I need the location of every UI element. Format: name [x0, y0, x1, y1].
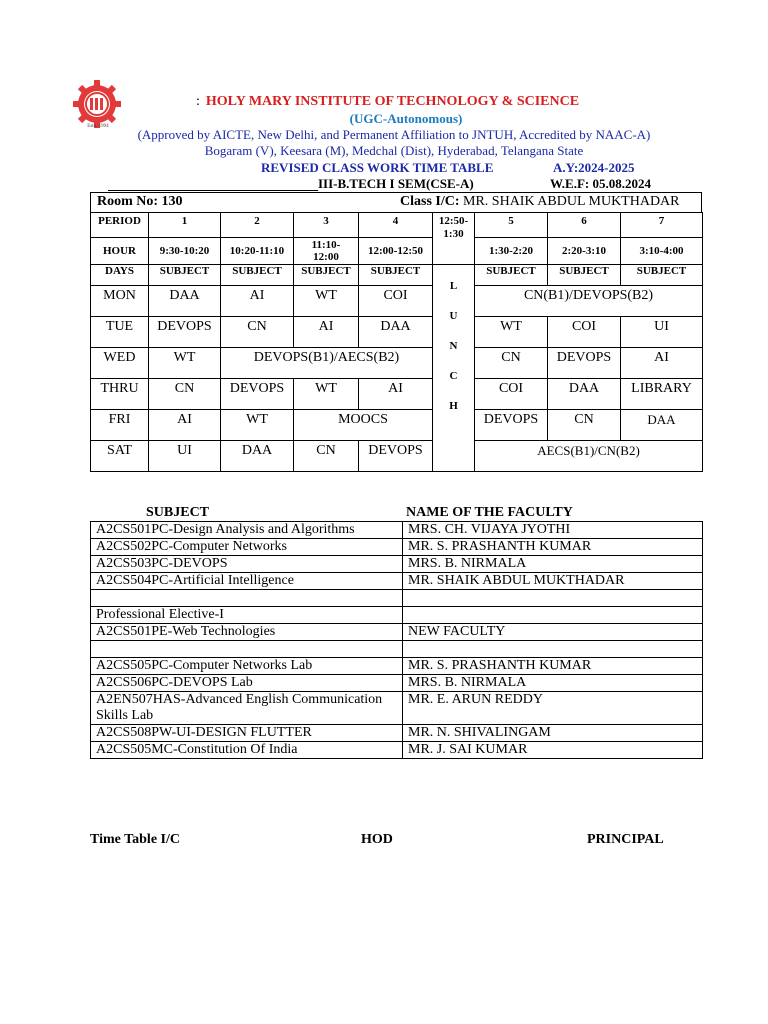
timetable-incharge-signature: Time Table I/C [90, 832, 180, 847]
faculty-subject-cell: A2CS505PC-Computer Networks Lab [91, 658, 403, 675]
subject-cell: DAA [149, 286, 221, 317]
hour-6: 2:20-3:10 [548, 238, 621, 265]
room-number: Room No: 130 [97, 194, 183, 209]
hour-3: 11:10- 12:00 [294, 238, 359, 265]
period-label: PERIOD [91, 213, 149, 238]
faculty-row [91, 675, 703, 692]
faculty-name-cell: MRS. B. NIRMALA [403, 556, 703, 573]
subject-cell: CN [221, 317, 294, 348]
subject-cell: WT [294, 379, 359, 410]
subject-cell: WT [221, 410, 294, 441]
faculty-subject-cell [91, 641, 403, 658]
period-5: 5 [475, 213, 548, 238]
faculty-row [91, 725, 703, 742]
day-row-wed [91, 348, 703, 379]
day-label: WED [91, 348, 149, 379]
timetable-title: REVISED CLASS WORK TIME TABLE [261, 160, 494, 175]
faculty-table [90, 521, 703, 759]
subject-cell: CN [548, 410, 621, 441]
subject-cell: WT [294, 286, 359, 317]
subject-header: SUBJECT [359, 265, 433, 286]
hour-7: 3:10-4:00 [621, 238, 703, 265]
subject-header: SUBJECT [221, 265, 294, 286]
hour-label: HOUR [91, 238, 149, 265]
academic-year: A.Y:2024-2025 [553, 160, 635, 175]
subject-header: SUBJECT [475, 265, 548, 286]
day-label: SAT [91, 441, 149, 472]
subject-cell: WT [149, 348, 221, 379]
subject-cell: DAA [221, 441, 294, 472]
subject-cell: AI [621, 348, 703, 379]
faculty-subject-cell: Professional Elective-I [91, 607, 403, 624]
day-label: MON [91, 286, 149, 317]
day-row-thru [91, 379, 703, 410]
day-label: FRI [91, 410, 149, 441]
faculty-subject-cell [91, 590, 403, 607]
faculty-name-cell [403, 641, 703, 658]
hour-1: 9:30-10:20 [149, 238, 221, 265]
class-incharge [400, 194, 680, 210]
subject-header: SUBJECT [548, 265, 621, 286]
lunch-letter: H [449, 400, 458, 412]
hour-2: 10:20-11:10 [221, 238, 294, 265]
faculty-subject-cell: A2CS504PC-Artificial Intelligence [91, 573, 403, 590]
day-label: TUE [91, 317, 149, 348]
faculty-subject-cell: A2CS502PC-Computer Networks [91, 539, 403, 556]
institute-name [196, 94, 579, 110]
days-header-row [91, 265, 703, 286]
subject-cell: CN [475, 348, 548, 379]
subject-cell: COI [359, 286, 433, 317]
timetable [90, 212, 703, 472]
lunch-letter: U [449, 310, 458, 322]
subject-cell: AI [221, 286, 294, 317]
subject-cell: AI [294, 317, 359, 348]
faculty-row [91, 641, 703, 658]
principal-signature: PRINCIPAL [587, 832, 664, 847]
institute-name-text: HOLY MARY INSTITUTE OF TECHNOLOGY & SCIENCE [205, 94, 580, 109]
subject-cell: UI [621, 317, 703, 348]
subject-column-heading: SUBJECT [146, 505, 210, 520]
lunch-time: 12:50- 1:30 [433, 213, 475, 265]
lunch-column [433, 265, 475, 472]
subject-cell: DEVOPS [475, 410, 548, 441]
subject-header: SUBJECT [294, 265, 359, 286]
days-label: DAYS [91, 265, 149, 286]
faculty-name-cell: MR. J. SAI KUMAR [403, 742, 703, 759]
subject-cell: DEVOPS [359, 441, 433, 472]
period-1: 1 [149, 213, 221, 238]
faculty-name-cell: MRS. CH. VIJAYA JYOTHI [403, 522, 703, 539]
subject-cell: AI [359, 379, 433, 410]
faculty-row [91, 556, 703, 573]
faculty-column-heading: NAME OF THE FACULTY [406, 505, 573, 520]
faculty-row [91, 692, 703, 725]
faculty-row [91, 607, 703, 624]
faculty-name-cell: MR. N. SHIVALINGAM [403, 725, 703, 742]
subject-cell: CN [149, 379, 221, 410]
autonomous-status: (UGC-Autonomous) [349, 111, 463, 126]
subject-header: SUBJECT [621, 265, 703, 286]
faculty-subject-cell: A2CS506PC-DEVOPS Lab [91, 675, 403, 692]
faculty-row [91, 658, 703, 675]
subject-cell: AI [149, 410, 221, 441]
class-incharge-label: Class I/C: [400, 194, 460, 209]
semester: III-B.TECH I SEM(CSE-A) [318, 176, 474, 191]
faculty-row [91, 539, 703, 556]
subject-cell: DAA [621, 410, 703, 441]
subject-cell: WT [475, 317, 548, 348]
address-line: Bogaram (V), Keesara (M), Medchal (Dist), Hyderabad, Telangana State [204, 143, 584, 158]
faculty-subject-cell: A2CS501PC-Design Analysis and Algorithms [91, 522, 403, 539]
subject-cell: UI [149, 441, 221, 472]
faculty-subject-cell: A2CS503PC-DEVOPS [91, 556, 403, 573]
hour-5: 1:30-2:20 [475, 238, 548, 265]
wef-date: W.E.F: 05.08.2024 [550, 176, 651, 191]
title-underline [108, 190, 318, 191]
faculty-name-cell: MR. S. PRASHANTH KUMAR [403, 539, 703, 556]
period-4: 4 [359, 213, 433, 238]
period-7: 7 [621, 213, 703, 238]
faculty-subject-cell: A2EN507HAS-Advanced English Communication Skills Lab [91, 692, 403, 725]
subject-cell: DAA [359, 317, 433, 348]
faculty-name-cell: MR. S. PRASHANTH KUMAR [403, 658, 703, 675]
faculty-name-cell: MR. SHAIK ABDUL MUKTHADAR [403, 573, 703, 590]
hod-signature: HOD [361, 832, 393, 847]
faculty-name-cell [403, 607, 703, 624]
period-2: 2 [221, 213, 294, 238]
faculty-row [91, 590, 703, 607]
class-incharge-name: MR. SHAIK ABDUL MUKTHADAR [459, 194, 680, 209]
faculty-row [91, 573, 703, 590]
faculty-name-cell: MRS. B. NIRMALA [403, 675, 703, 692]
subject-cell: DEVOPS [149, 317, 221, 348]
subject-cell: LIBRARY [621, 379, 703, 410]
faculty-row [91, 624, 703, 641]
institute-colon: : [196, 94, 200, 109]
faculty-name-cell: MR. E. ARUN REDDY [403, 692, 703, 725]
subject-cell-moocs: MOOCS [294, 410, 433, 441]
day-row-sat [91, 441, 703, 472]
approval-line: (Approved by AICTE, New Delhi, and Permanent Affiliation to JNTUH, Accredited by NAAC-A) [137, 127, 651, 142]
logo-established-text: Estd. 1994 [87, 124, 109, 129]
lunch-letter: L [449, 280, 458, 292]
day-row-fri [91, 410, 703, 441]
day-label: THRU [91, 379, 149, 410]
hour-row [91, 238, 703, 265]
subject-cell-lab: AECS(B1)/CN(B2) [475, 441, 703, 472]
faculty-subject-cell: A2CS508PW-UI-DESIGN FLUTTER [91, 725, 403, 742]
day-row-tue [91, 317, 703, 348]
subject-cell: COI [548, 317, 621, 348]
period-row [91, 213, 703, 238]
faculty-row [91, 742, 703, 759]
period-3: 3 [294, 213, 359, 238]
subject-header: SUBJECT [149, 265, 221, 286]
subject-cell: DAA [548, 379, 621, 410]
subject-cell: DEVOPS [221, 379, 294, 410]
subject-cell: DEVOPS [548, 348, 621, 379]
period-6: 6 [548, 213, 621, 238]
faculty-name-cell: NEW FACULTY [403, 624, 703, 641]
faculty-subject-cell: A2CS505MC-Constitution Of India [91, 742, 403, 759]
faculty-name-cell [403, 590, 703, 607]
day-row-mon [91, 286, 703, 317]
subject-cell-lab: DEVOPS(B1)/AECS(B2) [221, 348, 433, 379]
subject-cell: COI [475, 379, 548, 410]
faculty-subject-cell: A2CS501PE-Web Technologies [91, 624, 403, 641]
lunch-letter: C [449, 370, 458, 382]
hour-4: 12:00-12:50 [359, 238, 433, 265]
subject-cell: CN [294, 441, 359, 472]
subject-cell-lab: CN(B1)/DEVOPS(B2) [475, 286, 703, 317]
lunch-letter: N [449, 340, 458, 352]
faculty-row [91, 522, 703, 539]
